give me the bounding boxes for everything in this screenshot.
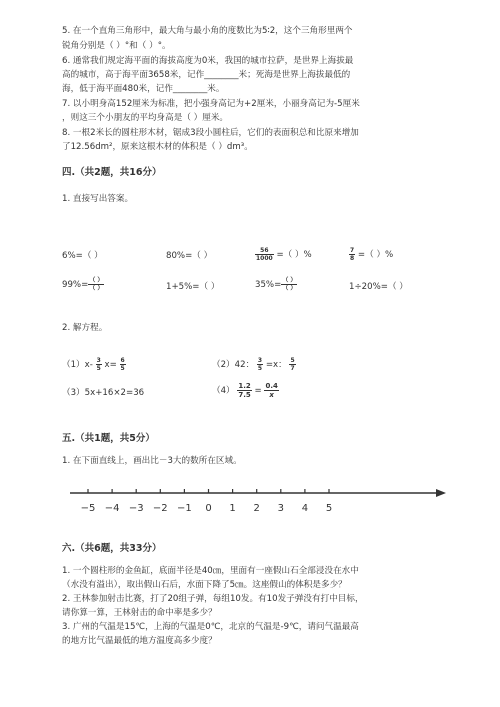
calc-56-over-1000: $\frac{56}{1000}$ =（ ）% [256, 247, 312, 262]
section-6-q2-line-2: 请你算一算，王林射击的命中率是多少？ [62, 608, 217, 618]
question-8-line-2: 了12.56dm²，原来这根木材的体积是（ ）dm³。 [62, 142, 253, 152]
fraction-blank-blank: $\frac{( )}{( )}$ [282, 277, 297, 292]
section-4-q2-title: 2. 解方程。 [62, 323, 108, 333]
number-line-tick-label: 0 [205, 503, 212, 514]
calc-1-plus-5-percent: 1+5%=（ ） [166, 282, 220, 292]
fraction-blank-blank: $\frac{( )}{( )}$ [89, 277, 104, 292]
question-6-line-3: 海，低于海平面480米，记作________米。 [62, 84, 225, 94]
equation-4: （4） $\frac{1.2}{7.5}$ = $\frac{0.4}{x}$ [212, 382, 278, 399]
calc-1-div-20-percent: 1÷20%=（ ） [349, 282, 408, 292]
section-6-q2-line-1: 2. 王林参加射击比赛，打了20组子弹，每组10发。有10发子弹没有打中目标， [62, 594, 364, 604]
section-5-heading: 五.（共1题，共5分） [62, 433, 155, 444]
section-5-q1: 1. 在下面直线上，画出比－3大的数所在区域。 [62, 456, 242, 466]
calc-99-percent: 99%= $\frac{( )}{( )}$ [62, 277, 104, 292]
section-6-q3-line-2: 的地方比气温最低的地方温度高多少度？ [62, 636, 217, 646]
equation-1: （1）x- $\frac{3}{5}$ x= $\frac{6}{5}$ [62, 357, 125, 372]
number-line-tick-label: 2 [253, 503, 260, 514]
number-line-tick-label: −2 [152, 503, 168, 514]
number-line-tick-label: −5 [80, 503, 96, 514]
calc-6-percent: 6%=（ ） [62, 251, 103, 261]
calc-35-percent: 35%= $\frac{( )}{( )}$ [255, 277, 297, 292]
equation-3: （3）5x+16×2=36 [62, 388, 145, 398]
equation-2: （2）42： $\frac{3}{5}$ =x： $\frac{5}{7}$ [212, 357, 295, 372]
fraction-6-5: $\frac{6}{5}$ [120, 357, 125, 372]
fraction-1.2-7.5: $\frac{1.2}{7.5}$ [238, 382, 251, 399]
calc-80-percent: 80%=（ ） [166, 251, 213, 261]
number-line-arrow-icon [436, 489, 446, 497]
fraction-3-5: $\frac{3}{5}$ [96, 357, 101, 372]
number-line[interactable] [0, 480, 500, 520]
number-line-tick-label: −3 [128, 503, 144, 514]
section-4-q1-title: 1. 直接写出答案。 [62, 194, 134, 204]
question-7-line-1: 7. 以小明身高152厘米为标准，把小强身高记为+2厘米，小丽身高记为-5厘米 [62, 99, 360, 109]
fraction-0.4-x: $\frac{0.4}{x}$ [265, 382, 278, 399]
fraction-56-1000: $\frac{56}{1000}$ [256, 247, 273, 262]
question-6-line-1: 6. 通常我们规定海平面的海拔高度为0米，我国的城市拉萨，是世界上海拔最 [62, 56, 354, 66]
section-6-q1-line-2: （水没有溢出），取出假山石后，水面下降了5㎝。这座假山的体积是多少？ [62, 580, 347, 590]
section-6-q1-line-1: 1. 一个圆柱形的金鱼缸，底面半径是40㎝，里面有一座假山石全部浸没在水中 [62, 566, 359, 576]
number-line-tick-label: 4 [301, 503, 309, 514]
number-line-tick-label: 1 [229, 503, 236, 514]
calc-7-over-8: $\frac{7}{8}$ =（ ）% [350, 247, 394, 262]
question-7-line-2: ，则这三个小朋友的平均身高是（ ）厘米。 [62, 113, 229, 123]
section-6-heading: 六.（共6题，共33分） [62, 543, 162, 554]
section-6-q3-line-1: 3. 广州的气温是15℃，上海的气温是0℃，北京的气温是-9℃，请问气温最高 [62, 622, 359, 632]
question-6-line-2: 高的城市，高于海平面3658米，记作________米；死海是世界上海拔最低的 [62, 70, 351, 80]
number-line-tick-label: −1 [177, 503, 192, 514]
fraction-3-5: $\frac{3}{5}$ [257, 357, 263, 372]
number-line-tick-label: 3 [277, 503, 284, 514]
fraction-5-7: $\frac{5}{7}$ [290, 357, 295, 372]
question-5-line-1: 5. 在一个直角三角形中，最大角与最小角的度数比为5∶2，这个三角形里两个 [62, 26, 353, 36]
question-8-line-1: 8. 一根2米长的圆柱形木材，锯成3段小圆柱后，它们的表面积总和比原来增加 [62, 128, 359, 138]
question-5-line-2: 锐角分别是（ ）°和（ ）°。 [62, 41, 171, 51]
number-line-tick-label: −4 [104, 503, 120, 514]
number-line-tick-label: 5 [325, 503, 333, 514]
fraction-7-8: $\frac{7}{8}$ [350, 247, 355, 262]
section-4-heading: 四.（共2题，共16分） [62, 167, 162, 178]
